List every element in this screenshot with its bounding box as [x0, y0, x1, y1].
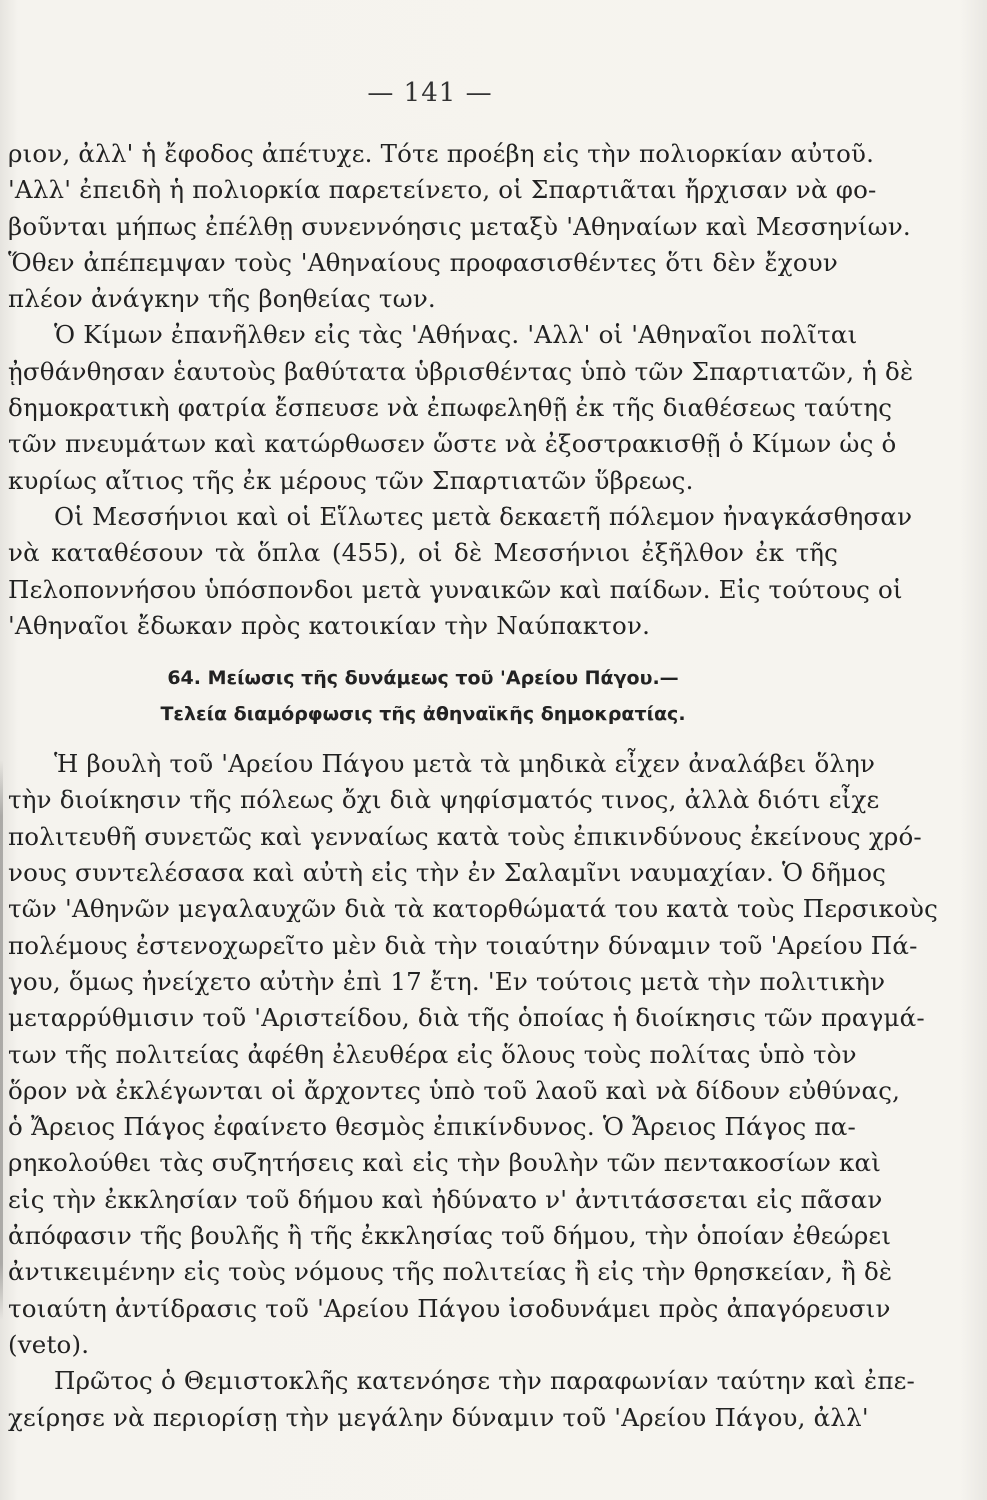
text-line: Πελοποννήσου ὑπόσπονδοι μετὰ γυναικῶν καὶ παίδων. Εἰς τούτους οἱ — [8, 574, 903, 604]
paragraph-messenians — [8, 499, 913, 644]
text-line: μεταρρύθμισιν τοῦ 'Αριστείδου, διὰ τῆς ὁποίας ἡ διοίκησις τῶν πραγμά- — [8, 1003, 925, 1033]
text-line: Ὁ Κίμων ἐπανῆλθεν εἰς τὰς 'Αθήνας. 'Αλλ' οἱ 'Αθηναῖοι πολῖται — [54, 320, 858, 350]
page-edge-shadow — [0, 760, 3, 1320]
text-line: βοῦνται μήπως ἐπέλθῃ συνεννόησις μεταξὺ 'Αθηναίων καὶ Μεσσηνίων. — [8, 211, 911, 241]
page-number: — 141 — — [367, 78, 493, 108]
text-line: πολιτευθῆ συνετῶς καὶ γενναίως κατὰ τοὺς ἐπικινδύνους ἐκείνους χρό- — [8, 821, 922, 851]
text-line: κυρίως αἴτιος τῆς ἐκ μέρους τῶν Σπαρτιατῶν ὕβρεως. — [8, 465, 694, 495]
text-line: 'Αλλ' ἐπειδὴ ἡ πολιορκία παρετείνετο, οἱ Σπαρτιᾶται ἤρχισαν νὰ φο- — [8, 175, 877, 205]
text-line: ἀντικειμένην εἰς τοὺς νόμους τῆς πολιτείας ἢ εἰς τὴν θρησκείαν, ἢ δὲ — [8, 1257, 893, 1287]
text-line: εἰς τὴν ἐκκλησίαν τοῦ δήμου καὶ ἠδύνατο ν' ἀντιτάσσεται εἰς πᾶσαν — [8, 1184, 883, 1214]
page-body — [8, 136, 939, 1436]
text-line: ᾐσθάνθησαν ἑαυτοὺς βαθύτατα ὑβρισθέντας ὑπὸ τῶν Σπαρτιατῶν, ἡ δὲ — [8, 356, 914, 386]
text-line: Ἡ βουλὴ τοῦ 'Αρείου Πάγου μετὰ τὰ μηδικὰ εἶχεν ἀναλάβει ὅλην — [54, 749, 876, 779]
text-line: ὅρον νὰ ἐκλέγωνται οἱ ἄρχοντες ὑπὸ τοῦ λαοῦ καὶ νὰ δίδουν εὐθύνας, — [8, 1075, 901, 1105]
paragraph-themistocles — [8, 1363, 916, 1436]
section-heading-line-1: 64. Μείωσις τῆς δυνάμεως τοῦ 'Αρείου Πάγου.— — [167, 667, 679, 690]
text-line: τῶν 'Αθηνῶν μεγαλαυχῶν διὰ τὰ κατορθώματά του κατὰ τοὺς Περσικοὺς — [8, 894, 939, 924]
text-line: των τῆς πολιτείας ἀφέθη ἐλευθέρα εἰς ὅλους τοὺς πολίτας ὑπὸ τὸν — [8, 1039, 857, 1069]
paragraph-siege — [8, 136, 911, 317]
text-line: 'Αθηναῖοι ἔδωκαν πρὸς κατοικίαν τὴν Ναύπακτον. — [8, 610, 651, 640]
text-line: ὁ Ἄρειος Πάγος ἐφαίνετο θεσμὸς ἐπικίνδυνος. Ὁ Ἄρειος Πάγος πα- — [8, 1112, 856, 1142]
text-line: Οἱ Μεσσήνιοι καὶ οἱ Εἵλωτες μετὰ δεκαετῆ πόλεμον ἠναγκάσθησαν — [54, 501, 913, 531]
text-line: τὴν διοίκησιν τῆς πόλεως ὄχι διὰ ψηφίσματός τινος, ἀλλὰ διότι εἶχε — [8, 785, 880, 815]
text-line: γου, ὅμως ἠνείχετο αὐτὴν ἐπὶ 17 ἔτη. 'Εν τούτοις μετὰ τὴν πολιτικὴν — [8, 966, 886, 996]
text-line: ἀπόφασιν τῆς βουλῆς ἢ τῆς ἐκκλησίας τοῦ δήμου, τὴν ὁποίαν ἐθεώρει — [8, 1221, 892, 1251]
text-line: νὰ καταθέσουν τὰ ὅπλα (455), οἱ δὲ Μεσσήνιοι ἐξῆλθον ἐκ τῆς — [8, 538, 838, 568]
text-line: πολέμους ἐστενοχωρεῖτο μὲν διὰ τὴν τοιαύτην δύναμιν τοῦ 'Αρείου Πά- — [8, 930, 918, 960]
text-line: τῶν πνευμάτων καὶ κατώρθωσεν ὥστε νὰ ἐξοστρακισθῇ ὁ Κίμων ὡς ὁ — [8, 429, 897, 459]
text-line: νους συντελέσασα καὶ αὐτὴ εἰς τὴν ἐν Σαλαμῖνι ναυμαχίαν. Ὁ δῆμος — [8, 858, 887, 888]
section-heading — [8, 660, 838, 732]
text-line: ρηκολούθει τὰς συζητήσεις καὶ εἰς τὴν βουλὴν τῶν πεντακοσίων καὶ — [8, 1148, 882, 1178]
text-line: χείρησε νὰ περιορίσῃ τὴν μεγάλην δύναμιν τοῦ 'Αρείου Πάγου, ἀλλ' — [8, 1402, 869, 1432]
text-line: τοιαύτη ἀντίδρασις τοῦ 'Αρείου Πάγου ἰσοδυνάμει πρὸς ἀπαγόρευσιν — [8, 1293, 891, 1323]
text-line: Ὅθεν ἀπέπεμψαν τοὺς 'Αθηναίους προφασισθέντες ὅτι δὲν ἔχουν — [8, 247, 838, 277]
section-heading-line-2: Τελεία διαμόρφωσις τῆς ἀθηναϊκῆς δημοκρατίας. — [160, 703, 686, 726]
text-line: ριον, ἀλλ' ἡ ἔφοδος ἀπέτυχε. Τότε προέβη εἰς τὴν πολιορκίαν αὐτοῦ. — [8, 139, 875, 168]
text-line: (veto). — [8, 1329, 90, 1359]
paragraph-kimon — [8, 317, 914, 498]
text-line: Πρῶτος ὁ Θεμιστοκλῆς κατενόησε τὴν παραφωνίαν ταύτην καὶ ἐπε- — [54, 1366, 916, 1396]
text-line: δημοκρατικὴ φατρία ἔσπευσε νὰ ἐπωφεληθῇ ἐκ τῆς διαθέσεως ταύτης — [8, 393, 893, 423]
paragraph-areopagus — [8, 746, 939, 1363]
text-line: πλέον ἀνάγκην τῆς βοηθείας των. — [8, 284, 436, 314]
